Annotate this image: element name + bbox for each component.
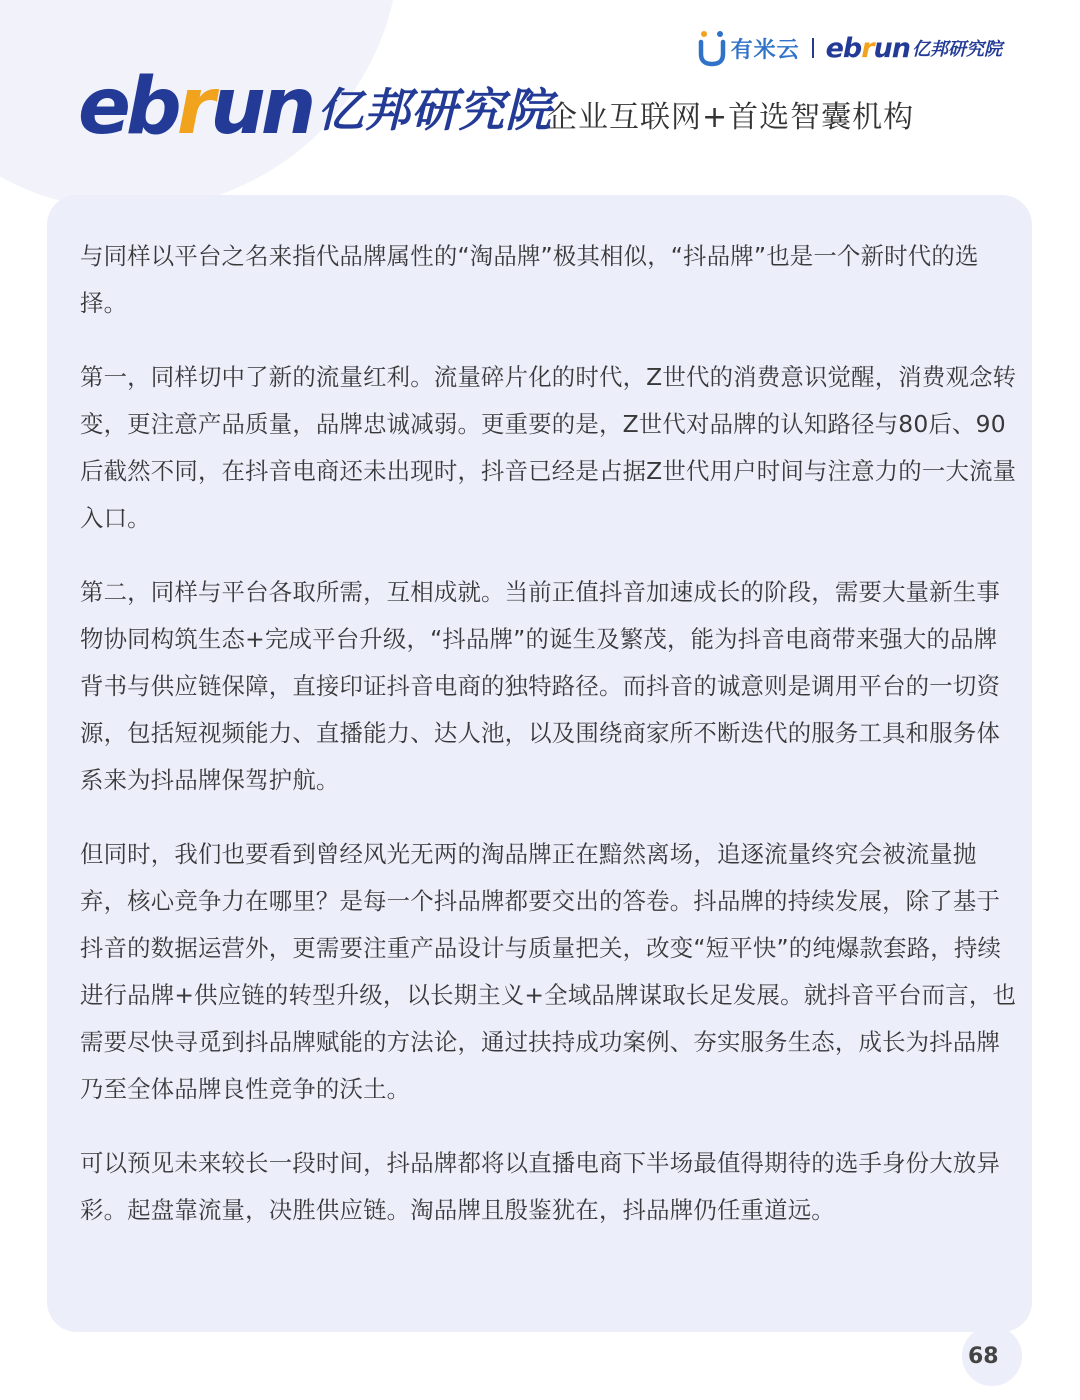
paragraph-1: 与同样以平台之名来指代品牌属性的“淘品牌”极其相似，“抖品牌”也是一个新时代的选择。 [80, 242, 979, 317]
ebrun-small-logo-r: r [861, 32, 874, 64]
logo-divider [812, 38, 814, 58]
ebrun-brand-logo [78, 62, 552, 152]
page-number: 68 [968, 1344, 999, 1369]
ebrun-small-logo-cn: 亿邦研究院 [912, 39, 1002, 60]
paragraph-4: 但同时，我们也要看到曾经风光无两的淘品牌正在黯然离场，追逐流量终究会被流量抛弃，核心竞争力在哪里？是每一个抖品牌都要交出的答卷。抖品牌的持续发展，除了基于抖音的数据运营外，更需要注重产品设计与质量把关，改变“短平快”的纯爆款套路，持续进行品牌+供应链的转型升级，以长期主义+全域品牌谋取长足发展。就抖音平台而言，也需要尽快寻觅到抖品牌赋能的方法论，通过扶持成功案例、夯实服务生态，成长为抖品牌乃至全体品牌良性竞争的沃土。 [80, 840, 1017, 1103]
article-body [80, 233, 1020, 1261]
ebrun-wordmark-un: un [210, 62, 312, 152]
paragraph-2: 第一，同样切中了新的流量红利。流量碎片化的时代，Z世代的消费意识觉醒，消费观念转变，更注意产品质量，品牌忠诚减弱。更重要的是，Z世代对品牌的认知路径与80后、90后截然不同，在抖音电商还未出现时，抖音已经是占据Z世代用户时间与注意力的一大流量入口。 [80, 363, 1017, 532]
ebrun-wordmark-eb: eb [78, 62, 177, 152]
ebrun-small-logo-un: un [873, 32, 910, 64]
ebrun-wordmark [78, 62, 312, 152]
youmi-logo-text: 有米云 [730, 37, 800, 63]
ebrun-small-logo-eb: eb [825, 32, 862, 64]
youmi-logo-icon [697, 28, 727, 68]
header-tagline: 企业互联网+首选智囊机构 [547, 100, 915, 135]
ebrun-small-logo [826, 33, 910, 64]
paragraph-5: 可以预见未来较长一段时间，抖品牌都将以直播电商下半场最值得期待的选手身份大放异彩。起盘靠流量，决胜供应链。淘品牌且殷鉴犹在，抖品牌仍任重道远。 [80, 1149, 1001, 1224]
paragraph-3: 第二，同样与平台各取所需，互相成就。当前正值抖音加速成长的阶段，需要大量新生事物协同构筑生态+完成平台升级，“抖品牌”的诞生及繁茂，能为抖音电商带来强大的品牌背书与供应链保障，直接印证抖音电商的独特路径。而抖音的诚意则是调用平台的一切资源，包括短视频能力、直播能力、达人池，以及围绕商家所不断迭代的服务工具和服务体系来为抖品牌保驾护航。 [80, 578, 1001, 794]
ebrun-brand-cn: 亿邦研究院 [317, 83, 553, 137]
partner-logos [697, 26, 1002, 70]
ebrun-wordmark-r: r [176, 62, 211, 152]
